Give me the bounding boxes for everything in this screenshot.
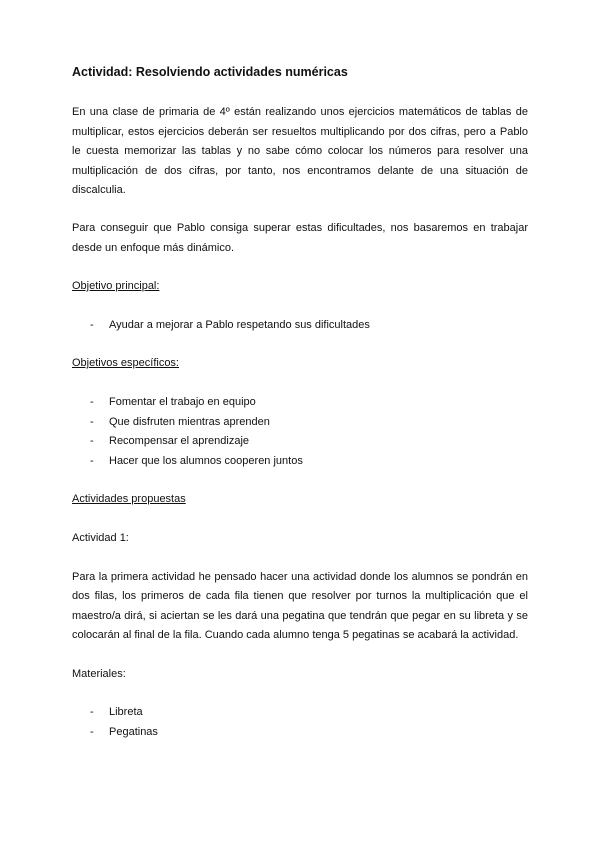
main-objective-heading: Objetivo principal: (72, 280, 160, 293)
list-item-text: Libreta (109, 706, 143, 719)
list-item-text: Que disfruten mientras aprenden (109, 415, 270, 428)
activity-description: Para la primera actividad he pensado hacer una actividad donde los alumnos se pondrán en dos filas, los primeros de cada fila tienen que resolver por turnos la multiplicación que el maestro/a dirá, si aciertan se les dará una pegatina que tendrán que pegar en su libreta y se colocarán al final de la fila. Cuando cada alumno tenga 5 pegatinas se acabará la actividad. (72, 570, 528, 642)
specific-objectives-list (72, 393, 528, 471)
bullet-dash: - (90, 726, 94, 739)
bullet-dash: - (90, 706, 94, 719)
bullet-dash: - (90, 318, 94, 331)
bullet-dash: - (90, 395, 94, 408)
list-item (72, 703, 528, 723)
list-item (72, 432, 528, 452)
list-item (72, 393, 528, 413)
list-item (72, 723, 528, 743)
bullet-dash: - (90, 415, 94, 428)
proposed-activities-heading: Actividades propuestas (72, 493, 186, 506)
list-item-text: Recompensar el aprendizaje (109, 435, 250, 448)
list-item-text: Pegatinas (109, 726, 158, 739)
main-objective-list (72, 316, 528, 336)
list-item-text: Ayudar a mejorar a Pablo respetando sus dificultades (109, 318, 370, 331)
list-item-text: Fomentar el trabajo en equipo (109, 395, 256, 408)
document-page (72, 62, 528, 743)
list-item (72, 413, 528, 433)
bullet-dash: - (90, 435, 94, 448)
document-title: Actividad: Resolviendo actividades numéricas (72, 65, 348, 79)
approach-paragraph: Para conseguir que Pablo consiga superar estas dificultades, nos basaremos en trabajar desde un enfoque más dinámico. (72, 221, 528, 254)
list-item (72, 452, 528, 472)
materials-label: Materiales: (72, 667, 126, 680)
list-item (72, 316, 528, 336)
bullet-dash: - (90, 454, 94, 467)
specific-objectives-heading: Objetivos específicos: (72, 357, 179, 370)
intro-paragraph: En una clase de primaria de 4º están realizando unos ejercicios matemáticos de tablas de multiplicar, estos ejercicios deberán ser resueltos multiplicando por dos cifras, pero a Pablo le cuesta memorizar las tablas y no sabe cómo colocar los números para resolver una multiplicación de dos cifras, por tanto, nos encontramos delante de una situación de discalculia. (72, 106, 528, 197)
materials-list (72, 703, 528, 742)
activity-label: Actividad 1: (72, 531, 129, 544)
list-item-text: Hacer que los alumnos cooperen juntos (109, 454, 303, 467)
